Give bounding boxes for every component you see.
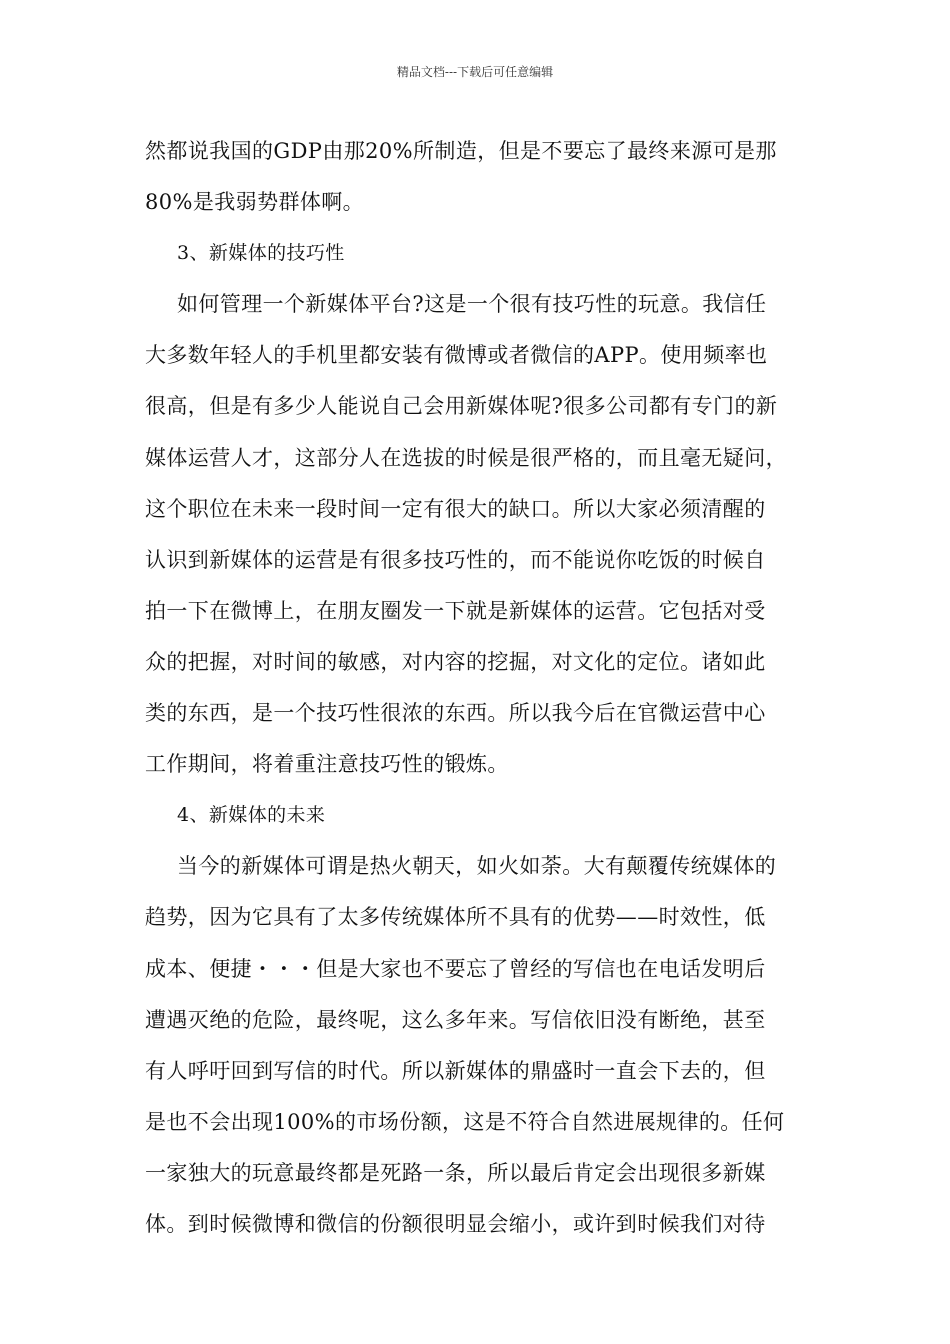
- text-line: 趋势，因为它具有了太多传统媒体所不具有的优势——时效性，低: [145, 905, 766, 930]
- text-line: 大多数年轻人的手机里都安装有微博或者微信的APP。使用频率也: [145, 343, 768, 368]
- section-heading: 4、新媒体的未来: [177, 804, 326, 827]
- paragraph-first-line: 如何管理一个新媒体平台?这是一个很有技巧性的玩意。我信任: [177, 292, 767, 317]
- text-line: 一家独大的玩意最终都是死路一条，所以最后肯定会出现很多新媒: [145, 1160, 766, 1185]
- text-line: 是也不会出现100%的市场份额，这是不符合自然进展规律的。任何: [145, 1109, 785, 1134]
- text-line: 认识到新媒体的运营是有很多技巧性的，而不能说你吃饭的时候自: [145, 547, 766, 572]
- text-line: 然都说我国的GDP由那20%所制造，但是不要忘了最终来源可是那: [145, 139, 777, 163]
- text-line: 工作期间，将着重注意技巧性的锻炼。: [145, 752, 509, 777]
- text-line: 有人呼吁回到写信的时代。所以新媒体的鼎盛时一直会下去的，但: [145, 1058, 766, 1083]
- text-line: 遭遇灭绝的危险，最终呢，这么多年来。写信依旧没有断绝，甚至: [145, 1007, 766, 1032]
- text-line: 成本、便捷・・・但是大家也不要忘了曾经的写信也在电话发明后: [145, 956, 766, 981]
- text-line: 类的东西，是一个技巧性很浓的东西。所以我今后在官微运营中心: [145, 701, 766, 726]
- document-body: [145, 126, 815, 1250]
- page-header: 精品文档---下载后可任意编辑: [396, 65, 554, 79]
- text-line: 媒体运营人才，这部分人在选拔的时候是很严格的，而且毫无疑问，: [145, 445, 787, 470]
- text-line: 众的把握，对时间的敏感，对内容的挖掘，对文化的定位。诸如此: [145, 649, 766, 674]
- text-line: 80%是我弱势群体啊。: [145, 190, 365, 215]
- text-line: 拍一下在微博上，在朋友圈发一下就是新媒体的运营。它包括对受: [145, 598, 766, 623]
- text-line: 很高，但是有多少人能说自己会用新媒体呢?很多公司都有专门的新: [145, 394, 778, 419]
- paragraph-first-line: 当今的新媒体可谓是热火朝天，如火如荼。大有颠覆传统媒体的: [177, 854, 777, 879]
- section-heading: 3、新媒体的技巧性: [177, 242, 345, 265]
- text-line: 这个职位在未来一段时间一定有很大的缺口。所以大家必须清醒的: [145, 496, 766, 521]
- text-line: 体。到时候微博和微信的份额很明显会缩小，或许到时候我们对待: [145, 1211, 766, 1236]
